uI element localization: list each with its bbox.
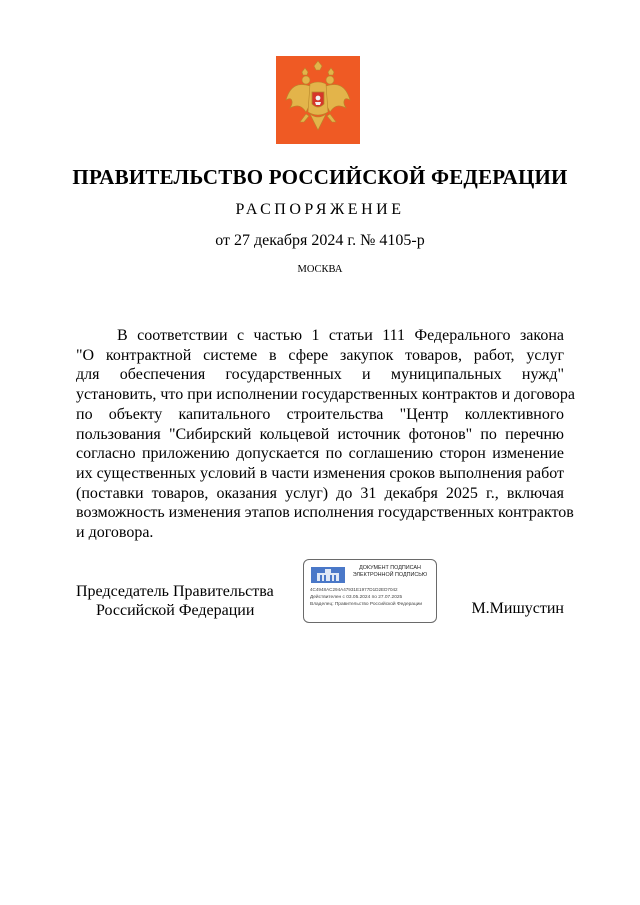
body-line: их существенных условий в части изменения сроков выполнения работ — [76, 464, 564, 482]
body-line: и договора. — [76, 524, 154, 542]
body-line: пользования "Сибирский кольцевой источник фотонов" по перечню — [76, 425, 564, 443]
body-line: установить, что при исполнении государственных контрактов и договора — [76, 386, 576, 404]
signer-position-line1: Председатель Правительства — [76, 583, 274, 600]
stamp-certificate-number: 4C4948AC294A47931E1977D1D2ED7042 — [310, 587, 398, 592]
signer-position-line2: Российской Федерации — [96, 602, 255, 619]
body-line: (поставки товаров, оказания услуг) до 31 декабря 2025 г., включая — [76, 484, 564, 502]
electronic-signature-stamp — [303, 559, 437, 623]
order-body-text — [76, 326, 576, 543]
body-line: В соответствии с частью 1 статьи 111 Федерального закона — [117, 327, 564, 344]
stamp-validity: Действителен с 03.05.2024 по 27.07.2025 — [310, 595, 403, 600]
double-headed-eagle-icon — [276, 56, 360, 144]
document-type: РАСПОРЯЖЕНИЕ — [235, 201, 405, 218]
body-line: по объекту капитального строительства "Центр коллективного — [76, 405, 564, 423]
document-date-number: от 27 декабря 2024 г. № 4105-р — [215, 232, 425, 249]
signer-position — [76, 582, 274, 620]
body-line: согласно приложению допускается по соглашению сторон изменение — [76, 445, 564, 463]
stamp-owner: Владелец: Правительство Российской Федерации — [310, 602, 423, 607]
stamp-heading: ДОКУМЕНТ ПОДПИСАН ЭЛЕКТРОННОЙ ПОДПИСЬЮ — [352, 565, 428, 578]
issuing-authority-title: ПРАВИТЕЛЬСТВО РОССИЙСКОЙ ФЕДЕРАЦИИ — [72, 165, 568, 189]
coat-of-arms-emblem — [276, 56, 360, 144]
government-building-icon — [311, 567, 345, 583]
body-line: для обеспечения государственных и муниципальных нужд" — [76, 366, 564, 384]
body-line: "О контрактной системе в сфере закупок товаров, работ, услуг — [76, 346, 564, 364]
body-line: возможность изменения этапов исполнения государственных контрактов — [76, 504, 574, 522]
document-city: МОСКВА — [297, 264, 343, 275]
signer-name: М.Мишустин — [471, 600, 564, 617]
